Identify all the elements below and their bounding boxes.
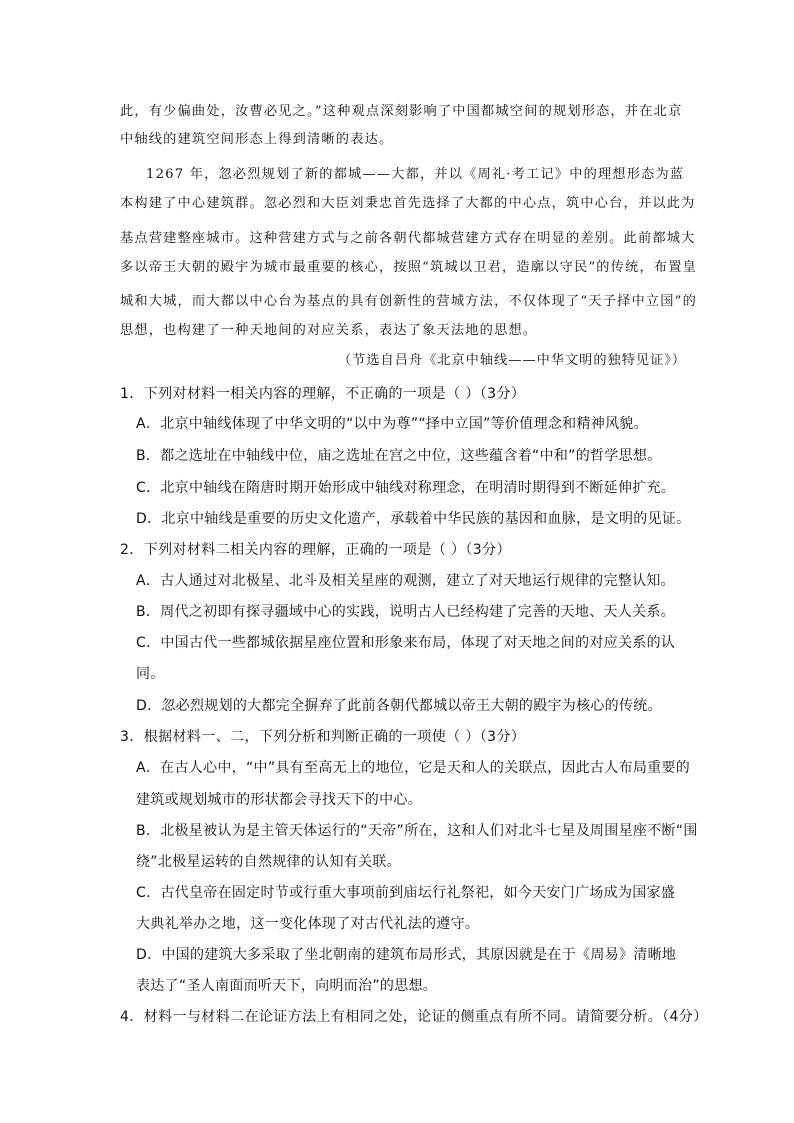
question-1-stem: 1．下列对材料一相关内容的理解，不正确的一项是（ ）（3分） <box>120 386 526 402</box>
question-2-option-c: C．中国古代一些都城依据星座位置和形象来布局，体现了对天地之间的对应关系的认 <box>136 635 676 651</box>
passage-line: 思想，也构建了一种天地间的对应关系，表达了象天法地的思想。 <box>120 323 538 338</box>
question-1-option-b: B．都之选址在中轴线中位，庙之选址在宫之中位，这些蕴含着“中和”的哲学思想。 <box>136 448 662 464</box>
question-3-option-a: A．在古人心中，“中”具有至高无上的地位，它是天和人的关联点，因此古人布局重要的 <box>136 760 691 776</box>
question-4-stem: 4．材料一与材料二在论证方法上有相同之处，论证的侧重点有所不同。请简要分析。（4分） <box>120 1009 708 1025</box>
question-2-option-c-cont: 同。 <box>136 666 165 682</box>
question-3-option-a-cont: 建筑或规划城市的形状都会寻找天下的中心。 <box>136 792 422 808</box>
passage-line: 多以帝王大朝的殿宇为城市最重要的核心，按照“筑城以卫君，造廓以守民”的传统，布置皇 <box>120 260 697 275</box>
passage-line: 城和大城，而大都以中心台为基点的具有创新性的营城方法，不仅体现了“天子择中立国”的 <box>120 294 697 309</box>
question-1-option-c: C．北京中轴线在隋唐时期开始形成中轴线对称理念，在明清时期得到不断延伸扩充。 <box>136 480 676 496</box>
question-3-option-d: D．中国的建筑大多采取了坐北朝南的建筑布局形式，其原因就是在于《周易》清晰地 <box>136 947 677 963</box>
question-3-stem: 3．根据材料一、二，下列分析和判断正确的一项使（ ）（3分） <box>120 729 526 745</box>
passage-line: 此，有少偏曲处，汝曹必见之。”这种观点深刻影响了中国都城空间的规划形态，并在北京 <box>120 104 683 119</box>
question-3-option-b: B．北极星被认为是主管天体运行的“天帝”所在，这和人们对北斗七星及周围星座不断“围 <box>136 823 698 839</box>
passage-line: 1267 年，忽必烈规划了新的都城——大都，并以《周礼·考工记》中的理想形态为蓝 <box>146 167 685 182</box>
question-3-option-b-cont: 绕”北极星运转的自然规律的认知有关联。 <box>136 854 401 870</box>
question-1-option-a: A．北京中轴线体现了中华文明的“以中为尊”“择中立国”等价值理念和精神风貌。 <box>136 416 648 432</box>
question-1-option-d: D．北京中轴线是重要的历史文化遗产，承载着中华民族的基因和血脉，是文明的见证。 <box>136 511 691 527</box>
passage-line: 中轴线的建筑空间形态上得到清晰的表达。 <box>120 132 394 147</box>
question-3-option-c: C．古代皇帝在固定时节或行重大事项前到庙坛行礼祭祀，如今天安门广场成为国家盛 <box>136 885 676 901</box>
question-2-option-a: A．古人通过对北极星、北斗及相关星座的观测，建立了对天地运行规律的完整认知。 <box>136 573 675 589</box>
passage-line: 本构建了中心建筑群。忽必烈和大臣刘秉忠首先选择了大都的中心点，筑中心台，并以此为 <box>120 196 696 211</box>
question-3-option-c-cont: 大典礼举办之地，这一变化体现了对古代礼法的遵守。 <box>136 916 480 932</box>
question-2-option-b: B．周代之初即有探寻疆域中心的实践，说明古人已经构建了完善的天地、天人关系。 <box>136 604 676 620</box>
question-3-option-d-cont: 表达了“圣人南面而听天下，向明而治”的思想。 <box>136 978 438 994</box>
question-2-stem: 2．下列对材料二相关内容的理解，正确的一项是（ ）（3分） <box>120 542 511 558</box>
passage-line: 基点营建整座城市。这种营建方式与之前各朝代都城营建方式存在明显的差别。此前都城大 <box>120 231 696 246</box>
question-2-option-d: D．忽必烈规划的大都完全摒弃了此前各朝代都城以帝王大朝的殿宇为核心的传统。 <box>136 698 662 714</box>
passage-source: （节选自吕舟《北京中轴线——中华文明的独特见证》） <box>338 353 687 368</box>
